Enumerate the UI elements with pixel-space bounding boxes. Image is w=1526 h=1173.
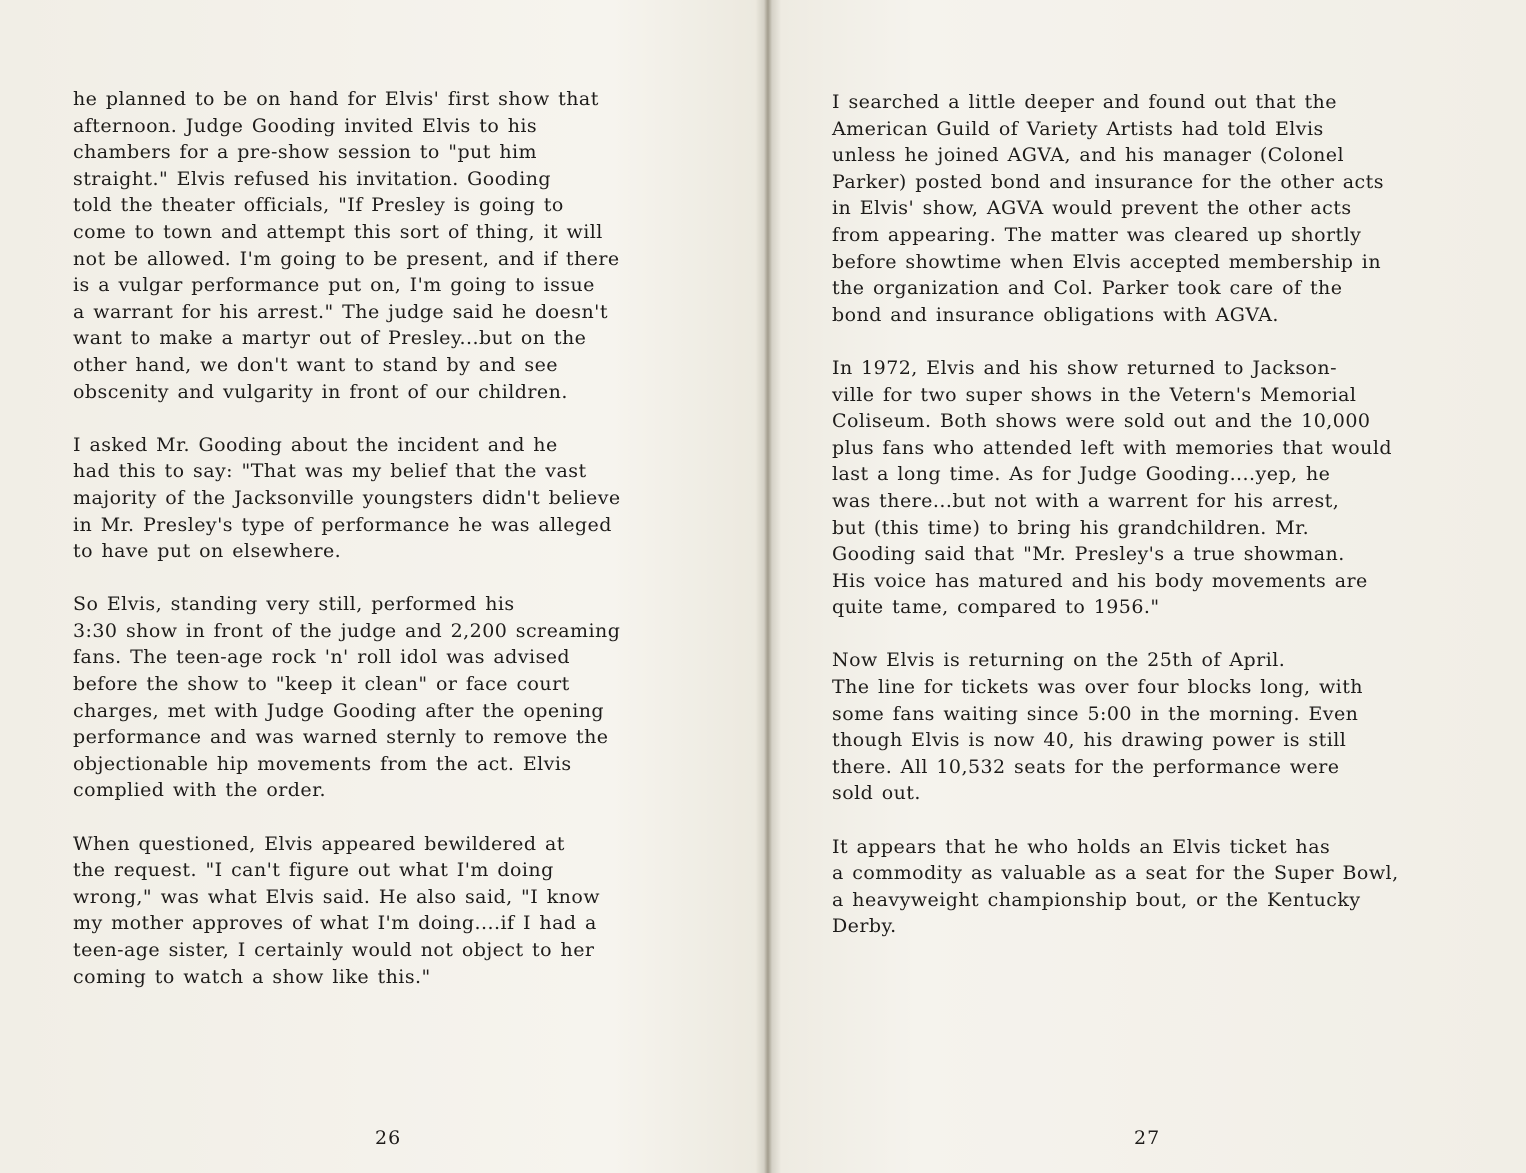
right-page xyxy=(772,0,1526,1173)
paragraph: It appears that he who holds an Elvis ticket has a commodity as valuable as a seat for the Super Bowl, a heavyweight championship bout, or the Kentucky Derby. xyxy=(832,835,1399,938)
left-page-text xyxy=(73,86,733,1017)
paragraph: Now Elvis is returning on the 25th of April. The line for tickets was over four blocks long, with some fans waiting since 5:00 in the morning. Even though Elvis is now 40, his drawing power is still there. All 10,532 seats for the performance were sold out. xyxy=(832,649,1363,805)
paragraph: In 1972, Elvis and his show returned to Jackson- ville for two super shows in the Vetern's Memorial Coliseum. Both shows were sold out and the 10,000 plus fans who attended left with memories that would last a long time. As for Judge Gooding....yep, he was there...but not with a warrent for his arrest, but (this time) to bring his grandchildren. Mr. Gooding said that "Mr. Presley's a true showman. His voice has matured and his body movements are quite tame, compared to 1956." xyxy=(832,356,1392,619)
paragraph: When questioned, Elvis appeared bewildered at the request. "I can't figure out what I'm doing wrong," was what Elvis said. He also said, "I know my mother approves of what I'm doing....if I had a teen-age sister, I certainly would not object to her coming to watch a show like this." xyxy=(73,832,600,988)
right-page-text xyxy=(832,89,1512,967)
paragraph: I asked Mr. Gooding about the incident and he had this to say: "That was my belief that the vast majority of the Jacksonville youngsters didn't believe in Mr. Presley's type of performance he was alleged to have put on elsewhere. xyxy=(73,433,621,563)
page-number-right: 27 xyxy=(1134,1127,1161,1149)
paragraph: he planned to be on hand for Elvis' first show that afternoon. Judge Gooding invited Elvis to his chambers for a pre-show session to "put him straight." Elvis refused his invitation. Gooding told the theater officials, "If Presley is going to come to town and attempt this sort of thing, it will not be allowed. I'm going to be present, and if there is a vulgar performance put on, I'm going to issue a warrant for his arrest." The judge said he doesn't want to make a martyr out of Presley...but on the other hand, we don't want to stand by and see obscenity and vulgarity in front of our children. xyxy=(73,88,620,403)
page-number-left: 26 xyxy=(375,1127,402,1149)
paragraph: I searched a little deeper and found out that the American Guild of Variety Artists had told Elvis unless he joined AGVA, and his manager (Colonel Parker) posted bond and insurance for the other acts in Elvis' show, AGVA would prevent the other acts from appearing. The matter was cleared up shortly before showtime when Elvis accepted membership in the organization and Col. Parker took care of the bond and insurance obligations with AGVA. xyxy=(832,91,1384,326)
book-gutter xyxy=(764,0,772,1173)
paragraph: So Elvis, standing very still, performed his 3:30 show in front of the judge and 2,200 screaming fans. The teen-age rock 'n' roll idol was advised before the show to "keep it clean" or face court charges, met with Judge Gooding after the opening performance and was warned sternly to remove the objectionable hip movements from the act. Elvis complied with the order. xyxy=(73,593,621,802)
